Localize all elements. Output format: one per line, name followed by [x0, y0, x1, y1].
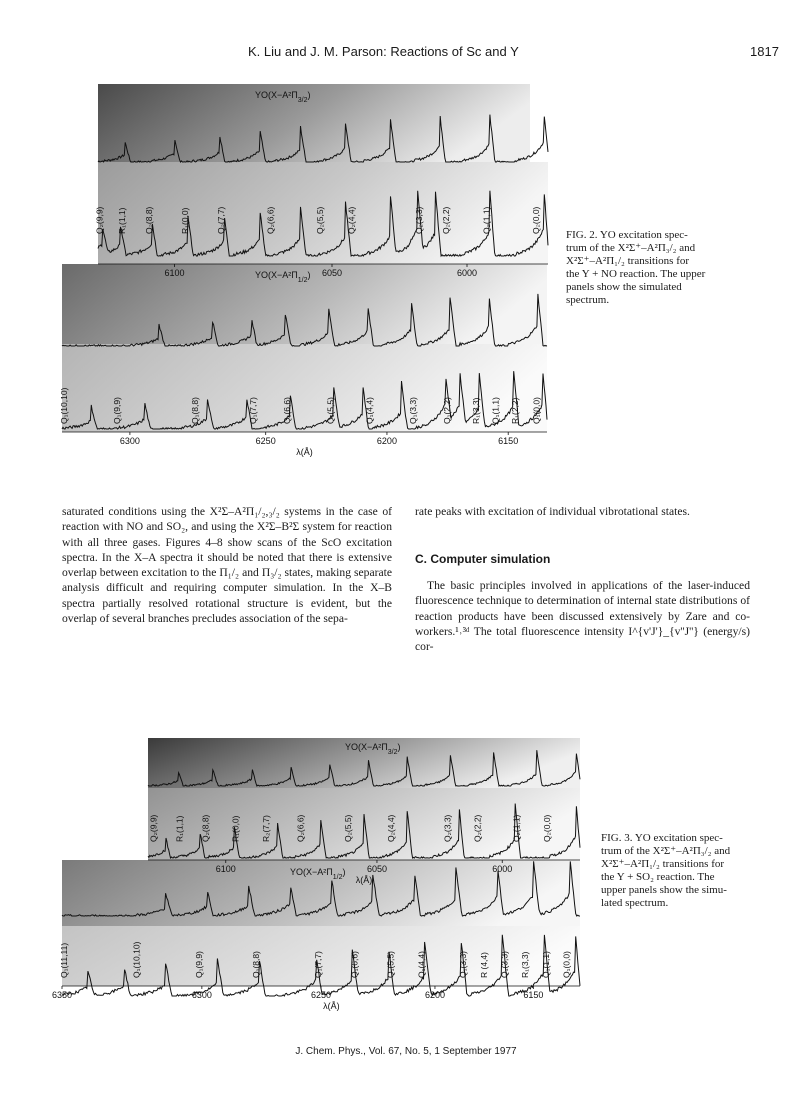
figure-2 — [60, 84, 550, 459]
fig3-bottom-branch-label: Q₁(0,0) — [561, 951, 572, 978]
fig2-bottom-tick-label: 6150 — [498, 436, 519, 446]
caption-line: upper panels show the simu- — [601, 884, 727, 896]
fig3-bottom-branch-label: Q₁(4,4) — [416, 951, 427, 978]
fig2-top-branch-label: Q₂(5,5) — [315, 206, 325, 234]
fig3-bottom-panel-label: $YO(X-A^2\Pi_{1/2})$ — [290, 867, 346, 881]
fig2-top-tick-label: 6050 — [321, 268, 343, 278]
fig3-bottom-branch-label: Q₁(5,5) — [385, 951, 396, 978]
fig3-top-branch-label: Q₂(3,3) — [442, 814, 453, 842]
fig3-bottom-branch-label: Q₁(3,3) — [499, 951, 510, 978]
fig3-top-branch-label: Q₂(9,9) — [148, 814, 159, 842]
fig2-top-branch-label: Q₂(3,3) — [414, 206, 424, 234]
caption-line: panels show the simulated — [566, 281, 682, 293]
caption-line: FIG. 2. YO excitation spec- — [566, 229, 688, 241]
fig2-top-branch-label: Q₂(7,7) — [216, 206, 226, 234]
fig3-bottom-axis-label: λ(Å) — [323, 1001, 340, 1011]
fig2-top-branch-label: R₁(1,1) — [117, 207, 127, 234]
fig2-top-tick-label: 6000 — [456, 268, 478, 278]
fig3-top-branch-label: Q₂(1,1) — [511, 814, 522, 842]
fig2-top-branch-label: Q₂(9,9) — [94, 206, 105, 234]
fig3-top-branch-label: Q₂(4,4) — [386, 814, 397, 842]
fig2-bottom-branch-label: R₁(3,3) — [471, 397, 482, 424]
fig2-top-branch-label: Q₂(4,4) — [346, 206, 357, 234]
fig3-top-branch-label: Q₂(6,6) — [295, 814, 306, 842]
fig3-bottom-tick-label: 6150 — [523, 990, 544, 1000]
fig3-top-tick-label: 6000 — [492, 864, 513, 874]
fig3-top-branch-label: Q₂(8,8) — [200, 814, 211, 842]
fig2-bottom-branch-label: Q₁(2,2) — [442, 397, 452, 424]
caption-line: FIG. 3. YO excitation spec- — [601, 832, 723, 844]
fig2-bottom-branch-label: Q₁(5,5) — [325, 397, 336, 424]
caption-line: the Y + SO₂ reaction. The — [601, 871, 715, 883]
fig3-top-branch-label: Q₂(2,2) — [472, 814, 483, 842]
fig2-top-branch-label: Q₂(1,1) — [481, 206, 492, 234]
fig2-top-branch-label: Q₂(8,8) — [144, 206, 154, 234]
fig3-bottom-branch-label: R (4,4) — [478, 952, 489, 978]
fig2-top-tick-label: 6100 — [164, 268, 185, 278]
fig2-bottom-branch-label: Q₁(0,0) — [531, 397, 542, 424]
fig2-bottom-branch-label: Q₁(10,10) — [58, 387, 69, 424]
fig2-top-branch-label: Q₂(2,2) — [441, 206, 451, 234]
fig3-top-panel-label: $YO(X-A^2\Pi_{3/2})$ — [345, 742, 401, 756]
body-right-paragraph: The basic principles involved in applications of the laser-induced fluorescence technique to determination of internal state distributions of reaction products have been discussed extensively by Zare and co-workers.¹˒³ᵈ The total fluorescence intensity I^{v'J'}_{v''J''} (energy/s) cor- — [415, 579, 750, 654]
fig3-bottom-branch-label: Q₁(8,8) — [250, 951, 261, 978]
body-right-paragraph-wrap — [415, 578, 750, 654]
fig3-bottom-tick-label: 6200 — [424, 990, 445, 1000]
fig3-bottom-branch-label: Q₁(10,10) — [131, 941, 142, 978]
fig2-bottom-panel-label: $YO(X-A^2\Pi_{1/2})$ — [255, 270, 311, 284]
figure-3 — [51, 738, 580, 1028]
fig2-bottom-branch-label: Q₁(9,9) — [112, 397, 123, 424]
fig3-bottom-branch-label: Q₁(9,9) — [193, 951, 204, 978]
body-right-column — [415, 504, 750, 519]
fig2-top-branch-label: Q₂(0,0) — [531, 206, 541, 234]
fig3-top-branch-label: R₂(7,7) — [261, 815, 271, 842]
fig3-caption — [601, 832, 730, 910]
fig2-bottom-branch-label: Q₁(7,7) — [248, 397, 258, 424]
fig2-bottom-branch-label: Q₁(4,4) — [364, 397, 375, 424]
fig3-top-tick-label: 6050 — [366, 864, 387, 874]
page-number: 1817 — [750, 44, 779, 59]
fig3-bottom-branch-label: R₁(3,3) — [520, 951, 531, 978]
fig3-bottom-branch-label: Q₁(7,7) — [313, 951, 323, 978]
running-title: K. Liu and J. M. Parson: Reactions of Sc and Y — [248, 44, 519, 59]
fig2-bottom-branch-label: Q₁(8,8) — [189, 397, 200, 424]
fig3-bottom-tick-label: 6250 — [310, 990, 332, 1000]
body-left-column — [62, 504, 392, 626]
journal-footer: J. Chem. Phys., Vol. 67, No. 5, 1 September 1977 — [295, 1046, 517, 1057]
caption-line: lated spectrum. — [601, 897, 669, 909]
fig2-bottom-branch-label: Q₁(6,6) — [281, 397, 292, 424]
fig2-bottom-tick-label: 6300 — [119, 436, 140, 446]
caption-line: spectrum. — [566, 294, 610, 306]
fig3-bottom-branch-label: Q₁(11,11) — [59, 942, 70, 978]
fig2-bottom-branch-label: R₁(2,2) — [509, 397, 520, 424]
fig2-bottom-branch-label: Q₁(1,1) — [490, 397, 501, 424]
fig3-bottom-tick-label: 6300 — [191, 990, 212, 1000]
fig3-bottom-branch-label: Q₁(3,3) — [458, 951, 468, 978]
fig2-bottom-branch-label: Q₁(3,3) — [408, 397, 419, 424]
fig2-top-panel-label: $YO(X-A^2\Pi_{3/2})$ — [255, 90, 311, 104]
fig2-top-branch-label: Q₂(6,6) — [265, 206, 276, 234]
body-right-continuation: rate peaks with excitation of individual vibrotational states. — [415, 505, 690, 518]
fig2-caption — [566, 229, 705, 307]
caption-line: trum of the X²Σ⁺–A²Π₃/₂ and — [601, 845, 731, 857]
caption-line: the Y + NO reaction. The upper — [566, 268, 706, 280]
fig3-bottom-branch-label: Q₁(6,6) — [349, 951, 360, 978]
fig3-top-branch-label: R₁(1,1) — [174, 815, 185, 842]
fig3-top-branch-label: R₁(0,0) — [230, 815, 241, 842]
fig3-top-branch-label: Q₂(0,0) — [541, 814, 552, 842]
fig2-bottom-tick-label: 6200 — [376, 436, 397, 446]
fig2-top-branch-label: R₁(0,0) — [180, 207, 190, 234]
body-left-paragraph: saturated conditions using the X²Σ–A²Π₁/₂,₃/₂ systems in the case of reaction with NO and SO₂, and using the X²Σ–B²Σ system for reaction with all three gases. Figures 4–8 show scans of the ScO excitation spectra. In the X–A spectra it should be noted that there is extensive overlap between excitation to the Π₁/₂ and Π₃/₂ states, making separate analysis difficult and requiring computer simulation. In the X–B spectra partially resolved rotational structure is evident, but the overlap of several branches precludes association of the sepa- — [62, 505, 392, 626]
fig3-top-branch-label: Q₂(5,5) — [343, 814, 353, 842]
section-heading: C. Computer simulation — [415, 552, 551, 566]
caption-line: trum of the X²Σ⁺–A²Π₃/₂ and — [566, 242, 696, 254]
fig2-bottom-axis-label: λ(Å) — [296, 447, 313, 457]
caption-line: X²Σ⁺–A²Π₁/₂ transitions for — [601, 858, 725, 870]
fig3-top-tick-label: 6100 — [215, 864, 236, 874]
fig2-bottom-tick-label: 6250 — [255, 436, 276, 446]
fig3-bottom-tick-label: 6350 — [51, 990, 73, 1000]
fig3-bottom-branch-label: Q₁(1,1) — [540, 951, 551, 978]
fig3-top-axis-label: λ(Å) — [355, 875, 373, 885]
caption-line: X²Σ⁺–A²Π₁/₂ transitions for — [566, 255, 690, 267]
